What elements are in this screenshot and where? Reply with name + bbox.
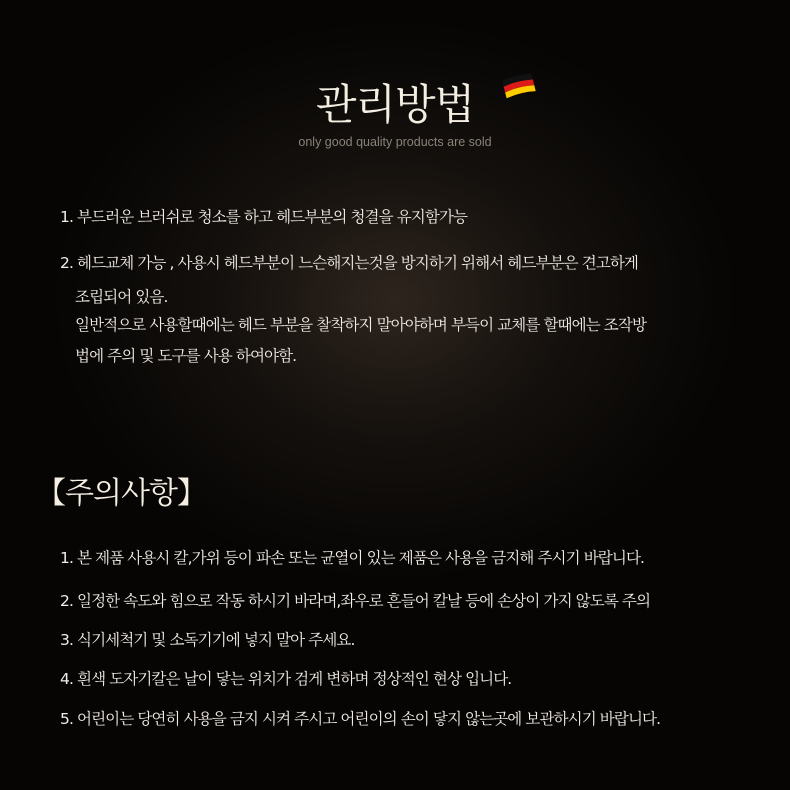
caution-item-5: 5. 어린이는 당연히 사용을 금지 시켜 주시고 어린이의 손이 닿지 않는곳에 보관하시기 바랍니다. bbox=[60, 710, 661, 728]
caution-item-2: 2. 일정한 속도와 힘으로 작동 하시기 바라며,좌우로 흔들어 칼날 등에 손상이 가지 않도록 주의 bbox=[60, 592, 651, 610]
care-item-2-line-3: 일반적으로 사용할때에는 헤드 부분을 찰착하지 말아야하며 부득이 교체를 할때에는 조작방 bbox=[75, 316, 647, 334]
care-item-2-line-4: 법에 주의 및 도구를 사용 하여야함. bbox=[75, 347, 297, 365]
care-item-1: 1. 부드러운 브러쉬로 청소를 하고 헤드부분의 청결을 유지함가능 bbox=[60, 208, 468, 226]
care-title: 관리방법 bbox=[315, 80, 475, 129]
caution-item-1: 1. 본 제품 사용시 칼,가위 등이 파손 또는 균열이 있는 제품은 사용을 금지해 주시기 바랍니다. bbox=[60, 549, 645, 567]
care-item-2-line-1: 2. 헤드교체 가능 , 사용시 헤드부분이 느슨해지는것을 방지하기 위해서 헤드부분은 견고하게 bbox=[60, 254, 638, 272]
caution-item-4: 4. 흰색 도자기칼은 날이 닿는 위치가 검게 변하며 정상적인 현상 입니다. bbox=[60, 670, 512, 688]
care-item-2-line-2: 조립되어 있음. bbox=[75, 288, 168, 306]
caution-title: 【주의사항】 bbox=[36, 476, 206, 511]
tagline: only good quality products are sold bbox=[298, 135, 492, 149]
caution-item-3: 3. 식기세척기 및 소독기기에 넣지 말아 주세요. bbox=[60, 631, 355, 649]
